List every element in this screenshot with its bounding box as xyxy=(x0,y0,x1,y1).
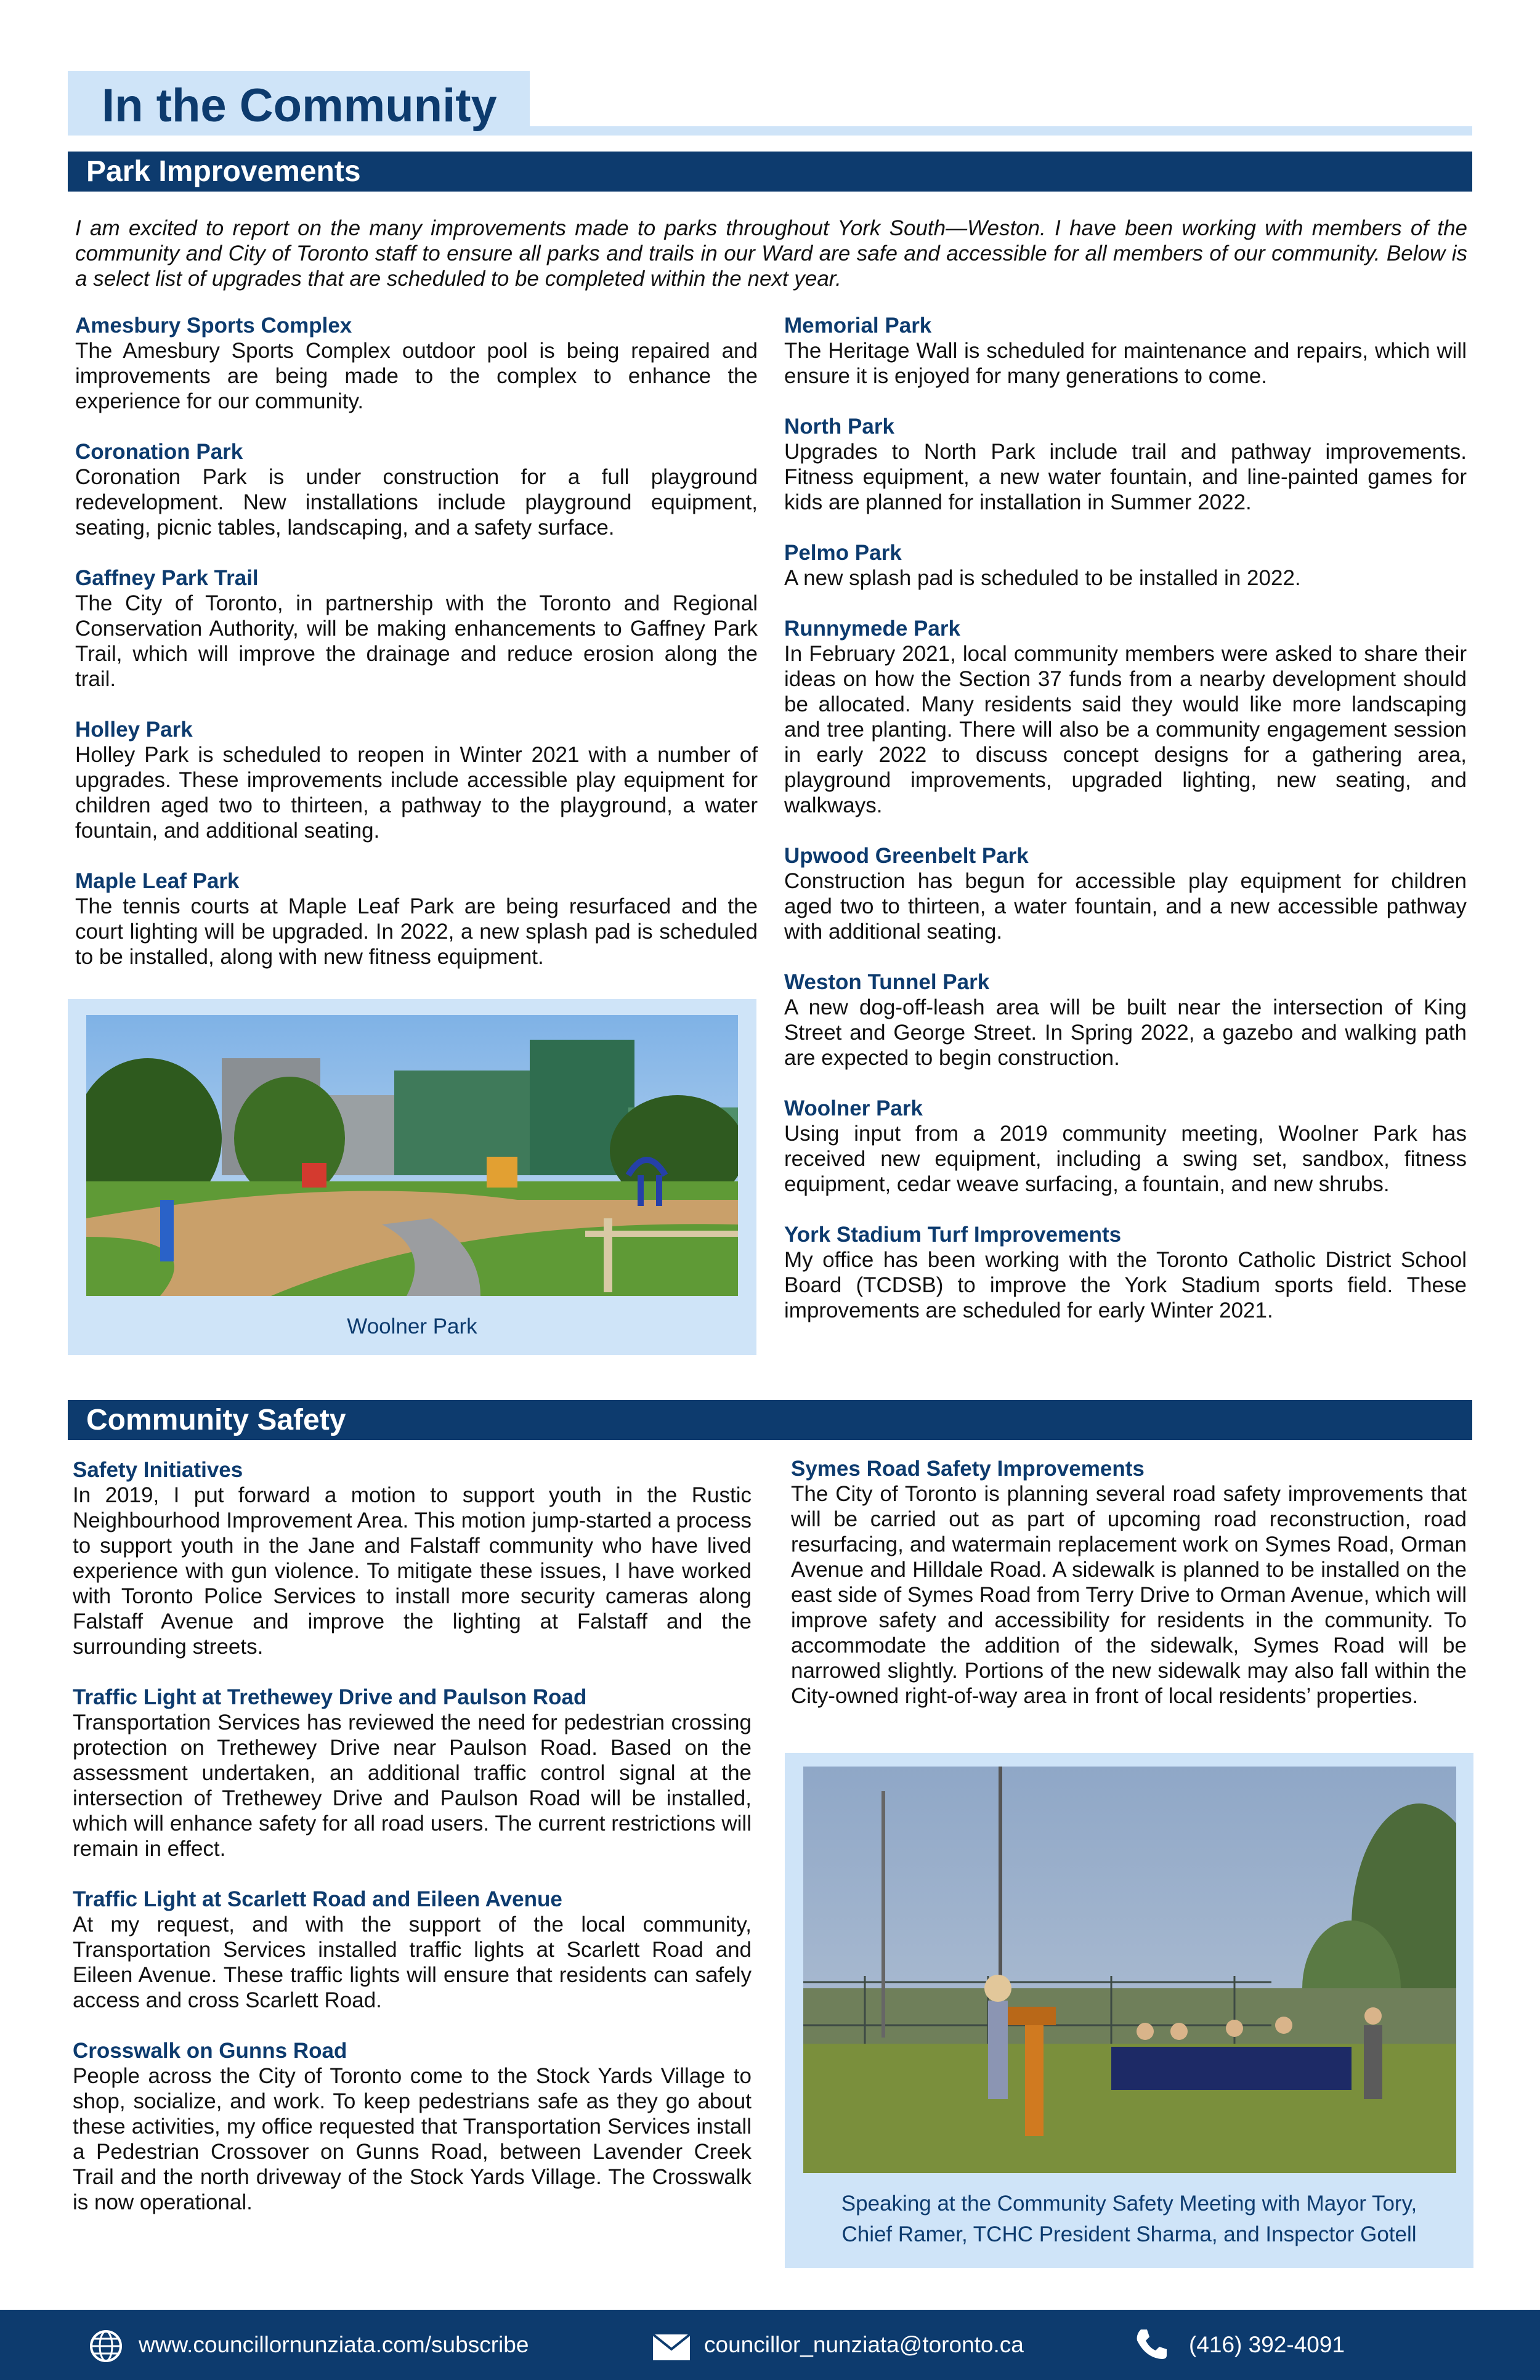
safety-item-title: Safety Initiatives xyxy=(73,1458,243,1482)
footer-phone-link[interactable]: (416) 392-4091 xyxy=(1189,2332,1345,2357)
safety-item xyxy=(791,1456,1467,1709)
park-item-title: Weston Tunnel Park xyxy=(784,970,990,994)
park-item-title: Holley Park xyxy=(75,718,193,742)
safety-item xyxy=(73,2038,752,2215)
safety-item xyxy=(73,1457,752,1659)
park-item-title: Pelmo Park xyxy=(784,541,902,565)
safety-item-title: Symes Road Safety Improvements xyxy=(791,1457,1145,1481)
park-item-body: The City of Toronto, in partnership with the Toronto and Regional Conservation Authority, will be making enhancements to Gaffney Park Trail, which will improve the drainage and reduce erosion along the trail. xyxy=(75,591,758,691)
park-item xyxy=(784,843,1467,944)
park-item xyxy=(784,616,1467,818)
meeting-photo-caption-line-2: Chief Ramer, TCHC President Sharma, and Inspector Gotell xyxy=(841,2222,1417,2246)
park-item-title: Gaffney Park Trail xyxy=(75,566,259,590)
community-safety-meeting-photo xyxy=(803,1767,1456,2173)
park-item xyxy=(75,565,758,692)
park-item xyxy=(75,313,758,414)
park-item xyxy=(784,1096,1467,1197)
park-item-title: Memorial Park xyxy=(784,314,932,338)
page-title: In the Community xyxy=(102,79,497,132)
safety-item-body: People across the City of Toronto come to the Stock Yards Village to shop, socialize, and work. To keep pedestrians safe as they go about these activities, my office requested that Transportation Services install a Pedestrian Crossover on Gunns Road, between Lavender Creek Trail and the north driveway of the Stock Yards Village. The Crosswalk is now operational. xyxy=(73,2064,752,2214)
park-item xyxy=(784,313,1467,389)
park-item-body: A new splash pad is scheduled to be installed in 2022. xyxy=(784,566,1301,590)
footer-website-link[interactable]: www.councillornunziata.com/subscribe xyxy=(139,2332,529,2357)
park-item-title: York Stadium Turf Improvements xyxy=(784,1223,1122,1247)
park-item-body: Using input from a 2019 community meeting, Woolner Park has received new equipment, including a swing set, sandbox, fitness equipment, cedar weave surfacing, a fountain, and new shrubs. xyxy=(784,1122,1467,1196)
intro-paragraph: I am excited to report on the many improvements made to parks throughout York South—Weston. I have been working with members of the community and City of Toronto staff to ensure all parks and trails in our Ward are safe and accessible for all members of our community. Below is a select list of upgrades that are scheduled to be completed within the next year. xyxy=(75,216,1467,291)
safety-item-title: Crosswalk on Gunns Road xyxy=(73,2039,347,2063)
safety-item-body: In 2019, I put forward a motion to support youth in the Rustic Neighbourhood Improvement Area. This motion jump-started a process to support youth in the Jane and Falstaff community who have lived experience with gun violence. To mitigate these issues, I have worked with Toronto Police Services to install more security cameras along Falstaff Avenue and improve the lighting at Falstaff and the surrounding streets. xyxy=(73,1483,752,1659)
park-item-body: My office has been working with the Toronto Catholic District School Board (TCDSB) to improve the York Stadium sports field. These improvements are scheduled for early Winter 2021. xyxy=(784,1248,1467,1322)
meeting-photo-caption-line-1: Speaking at the Community Safety Meeting with Mayor Tory, xyxy=(841,2192,1417,2216)
safety-item-title: Traffic Light at Trethewey Drive and Paulson Road xyxy=(73,1685,587,1709)
park-item xyxy=(75,439,758,540)
park-item-body: In February 2021, local community members were asked to share their ideas on how the Section 37 funds from a nearby development should be allocated. Many residents said they would like more landscaping and tree planting. There will also be a community engagement session in early 2022 to discuss concept designs for a gathering area, playground improvements, upgraded lighting, new seating, and walkways. xyxy=(784,642,1467,817)
park-item-body: The Heritage Wall is scheduled for maintenance and repairs, which will ensure it is enjoyed for many generations to come. xyxy=(784,339,1467,388)
globe-icon xyxy=(89,2329,123,2363)
park-item-title: Amesbury Sports Complex xyxy=(75,314,352,338)
section-heading-park-improvements: Park Improvements xyxy=(68,152,1472,192)
park-item-body: The tennis courts at Maple Leaf Park are being resurfaced and the court lighting will be upgraded. In 2022, a new splash pad is scheduled to be installed, along with new fitness equipment. xyxy=(75,894,758,969)
safety-left-column xyxy=(73,1457,752,2240)
safety-item-title: Traffic Light at Scarlett Road and Eileen Avenue xyxy=(73,1887,562,1911)
woolner-park-illustration xyxy=(86,1015,738,1296)
park-item-title: Upwood Greenbelt Park xyxy=(784,844,1029,868)
park-item xyxy=(784,1222,1467,1323)
park-item xyxy=(784,540,1467,591)
park-item-body: Coronation Park is under construction for a full playground redevelopment. New installations include playground equipment, seating, picnic tables, landscaping, and a safety surface. xyxy=(75,465,758,540)
park-item-body: A new dog-off-leash area will be built near the intersection of King Street and George Street. In Spring 2022, a gazebo and walking path are expected to begin construction. xyxy=(784,995,1467,1070)
park-item-title: Woolner Park xyxy=(784,1096,923,1120)
park-item-title: North Park xyxy=(784,415,894,439)
park-item-title: Maple Leaf Park xyxy=(75,869,240,893)
safety-item-body: The City of Toronto is planning several road safety improvements that will be carried out as part of upcoming road reconstruction, road resurfacing, and watermain replacement work on Symes Road, Orman Avenue and Hilldale Road. A sidewalk is planned to be installed on the east side of Symes Road from Terry Drive to Orman Avenue, which will improve safety and accessibility for residents in the community. To accommodate the addition of the sidewalk, Symes Road will be narrowed slightly. Portions of the new sidewalk may also fall within the City-owned right-of-way area in front of local residents’ properties. xyxy=(791,1482,1467,1708)
woolner-photo-caption: Woolner Park xyxy=(347,1314,477,1338)
safety-item-body: Transportation Services has reviewed the need for pedestrian crossing protection on Trethewey Drive near Paulson Road. Based on the assessment undertaken, an additional traffic control signal at the intersection of Trethewey Drive and Paulson Road will be installed, which will enhance safety for all road users. The current restrictions will remain in effect. xyxy=(73,1710,752,1861)
park-item-body: The Amesbury Sports Complex outdoor pool is being repaired and improvements are being made to the complex to enhance the experience for our community. xyxy=(75,339,758,413)
woolner-park-photo xyxy=(86,1015,738,1296)
park-item-body: Construction has begun for accessible play equipment for children aged two to thirteen, a water fountain, and a new accessible pathway with additional seating. xyxy=(784,869,1467,944)
park-item xyxy=(784,969,1467,1071)
park-item xyxy=(75,717,758,843)
community-meeting-illustration xyxy=(803,1767,1456,2173)
safety-item-body: At my request, and with the support of the local community, Transportation Services installed traffic lights at Scarlett Road and Eileen Avenue. These traffic lights will ensure that residents can safely access and cross Scarlett Road. xyxy=(73,1912,752,2012)
park-item-title: Runnymede Park xyxy=(784,617,960,641)
park-item-body: Upgrades to North Park include trail and pathway improvements. Fitness equipment, a new water fountain, and line-painted games for kids are planned for installation in Summer 2022. xyxy=(784,440,1467,514)
park-item-body: Holley Park is scheduled to reopen in Winter 2021 with a number of upgrades. These improvements include accessible play equipment for children aged two to thirteen, a pathway to the playground, a water fountain, and additional seating. xyxy=(75,743,758,843)
envelope-icon xyxy=(653,2334,690,2360)
safety-right-column xyxy=(791,1456,1467,1734)
title-underline-strip xyxy=(530,126,1472,136)
park-item xyxy=(784,414,1467,515)
park-item xyxy=(75,868,758,969)
park-left-column xyxy=(75,313,758,995)
safety-item xyxy=(73,1685,752,1861)
section-heading-community-safety: Community Safety xyxy=(68,1400,1472,1440)
safety-item xyxy=(73,1887,752,2013)
phone-icon xyxy=(1133,2327,1168,2362)
park-item-title: Coronation Park xyxy=(75,440,243,464)
park-right-column xyxy=(784,313,1467,1348)
footer-bar xyxy=(0,2310,1540,2380)
footer-email-link[interactable]: councillor_nunziata@toronto.ca xyxy=(704,2332,1024,2357)
